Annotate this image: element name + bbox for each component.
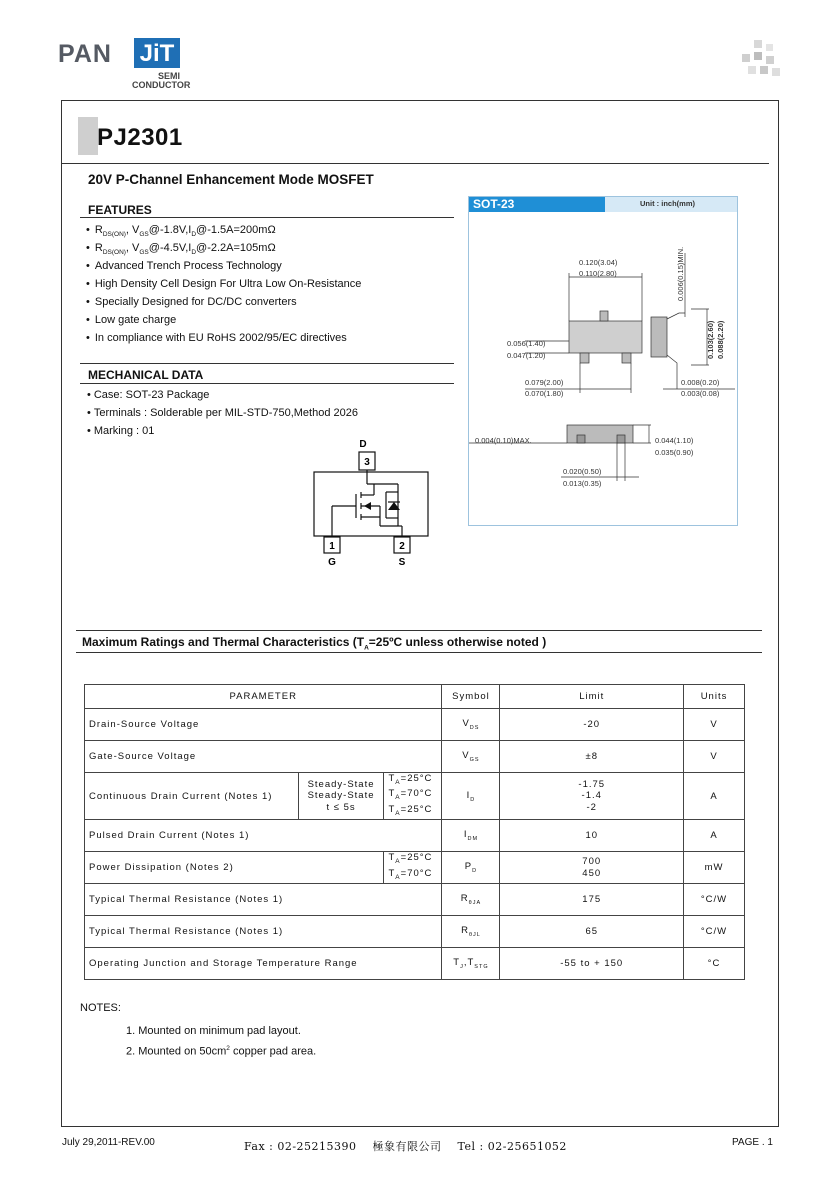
row-unit: A	[684, 773, 745, 820]
drain-label: D	[359, 439, 367, 450]
title-tab	[78, 117, 98, 155]
table-row	[85, 852, 745, 884]
dim-lead-min: 0.006(0.15)MIN.	[676, 246, 685, 301]
dim-width-min: 0.110(2.80)	[579, 269, 617, 278]
row-limit: 10	[500, 820, 684, 852]
company-logo	[58, 38, 191, 90]
pin2-label: 2	[399, 541, 405, 552]
row-symbol: $R_{\theta JA}$	[442, 884, 500, 916]
header-symbol: Symbol	[442, 685, 500, 709]
ratings-title: Maximum Ratings and Thermal Characteristics ($T_A=25ºC$ unless otherwise noted )	[82, 635, 547, 652]
footer-page-number: PAGE . 1	[732, 1137, 773, 1148]
ratings-top-divider	[76, 630, 762, 631]
dim-foot-min: 0.013(0.35)	[563, 479, 602, 488]
header-units: Units	[684, 685, 745, 709]
footer-contact: Fax : 02-25215390 極象有限公司 Tel : 02-25651052	[244, 1140, 567, 1153]
row-symbol: $V_{DS}$	[442, 709, 500, 741]
pin1-label: 1	[329, 541, 335, 552]
row-unit: V	[684, 709, 745, 741]
corner-pattern-icon	[742, 40, 782, 80]
ratings-table	[84, 684, 745, 980]
table-row	[85, 773, 745, 820]
row-limit: ±8	[500, 741, 684, 773]
dim-height-max: 0.103(2.60)	[706, 320, 715, 359]
row-unit: mW	[684, 852, 745, 884]
table-header-row	[85, 685, 745, 709]
row-unit: °C/W	[684, 916, 745, 948]
table-row	[85, 820, 745, 852]
features-divider	[80, 217, 454, 218]
logo-tagline-line2: CONDUCTOR	[132, 80, 191, 90]
mechanical-top-divider	[80, 363, 454, 364]
dim-pitch-min: 0.070(1.80)	[525, 389, 564, 398]
row-symbol: $T_J,T_{STG}$	[442, 948, 500, 980]
mechanical-list	[87, 386, 358, 440]
table-row	[85, 884, 745, 916]
ratings-bottom-divider	[76, 652, 762, 653]
table-row	[85, 948, 745, 980]
note-1: 1. Mounted on minimum pad layout.	[126, 1025, 301, 1037]
dim-body-min: 0.047(1.20)	[507, 351, 546, 360]
row-param: Typical Thermal Resistance (Notes 1)	[85, 884, 442, 916]
row-limit: 175	[500, 884, 684, 916]
row-limit: 700 450	[500, 852, 684, 884]
row-unit: A	[684, 820, 745, 852]
package-drawing	[469, 213, 737, 525]
feature-item: • Advanced Trench Process Technology	[86, 257, 361, 275]
row-temperature: $T_A=25^\circ C$ $T_A=70^\circ C$ $T_A=25^\circ C$	[384, 773, 442, 820]
note-2: 2. Mounted on $50cm^2$ copper pad area.	[126, 1045, 317, 1058]
table-row	[85, 709, 745, 741]
feature-rds-2: • $R_{DS(ON)}$, $V_{GS}@-4.5V,I_D@-2.2A=105m\Omega$	[86, 239, 361, 257]
mechanical-item: • Marking : 01	[87, 422, 358, 440]
table-row	[85, 741, 745, 773]
row-param: Pulsed Drain Current (Notes 1)	[85, 820, 442, 852]
features-list	[86, 221, 361, 347]
logo-brand-right: JiT	[134, 38, 180, 68]
feature-item: • Specially Designed for DC/DC converters	[86, 293, 361, 311]
package-name: SOT-23	[469, 197, 605, 212]
row-param: Drain-Source Voltage	[85, 709, 442, 741]
row-symbol: $R_{\theta JL}$	[442, 916, 500, 948]
row-symbol: $I_D$	[442, 773, 500, 820]
feature-item: • High Density Cell Design For Ultra Low On-Resistance	[86, 275, 361, 293]
row-param: Continuous Drain Current (Notes 1)	[85, 773, 299, 820]
logo-brand-left: PAN	[58, 40, 112, 68]
row-unit: V	[684, 741, 745, 773]
dim-foot-max: 0.020(0.50)	[563, 467, 602, 476]
row-symbol: $V_{GS}$	[442, 741, 500, 773]
device-subtitle: 20V P-Channel Enhancement Mode MOSFET	[88, 172, 374, 187]
package-unit: Unit : inch(mm)	[640, 199, 695, 208]
row-limit: -55 to + 150	[500, 948, 684, 980]
dim-standoff-max: 0.004(0.10)MAX.	[475, 436, 532, 445]
source-label: S	[398, 557, 406, 568]
row-limit: 65	[500, 916, 684, 948]
dim-width-max: 0.120(3.04)	[579, 258, 618, 267]
row-temperature: $T_A=25^\circ C$ $T_A=70^\circ C$	[384, 852, 442, 884]
row-unit: °C/W	[684, 884, 745, 916]
dim-thickness-min: 0.035(0.90)	[655, 448, 694, 457]
row-symbol: $P_D$	[442, 852, 500, 884]
header-limit: Limit	[500, 685, 684, 709]
row-condition: Steady-State Steady-State t ≤ 5s	[298, 773, 384, 820]
feature-rds-1: • $R_{DS(ON)}$, $V_{GS}@-1.8V,I_D@-1.5A=200m\Omega$	[86, 221, 361, 239]
row-limit: -20	[500, 709, 684, 741]
mechanical-item: • Terminals : Solderable per MIL-STD-750,Method 2026	[87, 404, 358, 422]
footer-date: July 29,2011-REV.00	[62, 1137, 155, 1148]
header-parameter: PARAMETER	[85, 685, 442, 709]
logo-tagline-line1: SEMI	[158, 71, 181, 81]
dim-lead-thk-max: 0.008(0.20)	[681, 378, 720, 387]
row-param: Typical Thermal Resistance (Notes 1)	[85, 916, 442, 948]
mosfet-schematic	[300, 434, 440, 574]
dim-body-max: 0.056(1.40)	[507, 339, 546, 348]
dim-thickness-max: 0.044(1.10)	[655, 436, 694, 445]
table-row	[85, 916, 745, 948]
row-param: Gate-Source Voltage	[85, 741, 442, 773]
mechanical-heading: MECHANICAL DATA	[88, 368, 204, 382]
mechanical-item: • Case: SOT-23 Package	[87, 386, 358, 404]
row-param: Power Dissipation (Notes 2)	[85, 852, 384, 884]
pin3-label: 3	[364, 457, 370, 468]
feature-item: • Low gate charge	[86, 311, 361, 329]
dim-pitch-max: 0.079(2.00)	[525, 378, 564, 387]
row-param: Operating Junction and Storage Temperature Range	[85, 948, 442, 980]
mechanical-divider	[80, 383, 454, 384]
notes-heading: NOTES:	[80, 1002, 121, 1014]
dim-lead-thk-min: 0.003(0.08)	[681, 389, 720, 398]
part-number-title: PJ2301	[97, 124, 183, 151]
row-symbol: $I_{DM}$	[442, 820, 500, 852]
features-heading: FEATURES	[88, 203, 152, 217]
dim-height-min: 0.088(2.20)	[716, 320, 725, 359]
row-limit: -1.75 -1.4 -2	[500, 773, 684, 820]
row-unit: °C	[684, 948, 745, 980]
title-divider	[61, 163, 769, 164]
feature-item: • In compliance with EU RoHS 2002/95/EC directives	[86, 329, 361, 347]
gate-label: G	[328, 557, 336, 568]
logo-tagline	[132, 71, 191, 90]
